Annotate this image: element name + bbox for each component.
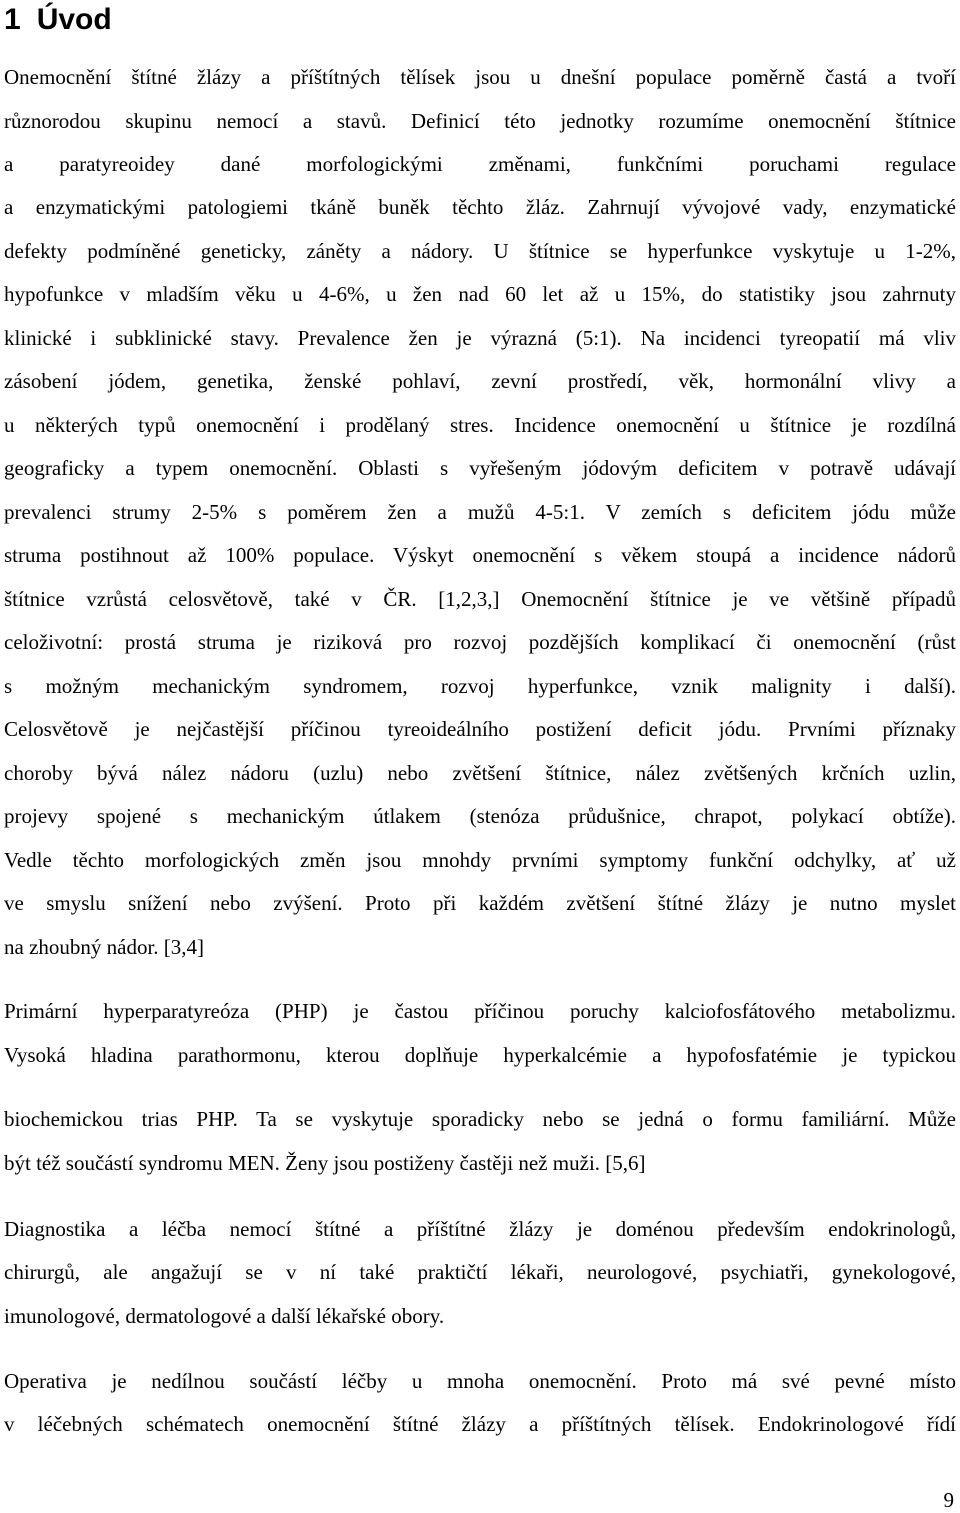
text-line: Onemocnění štítné žlázy a příštítných tělísek jsou u dnešní populace poměrně častá a tvoří bbox=[4, 65, 956, 89]
text-line: ve smyslu snížení nebo zvýšení. Proto při každém zvětšení štítné žlázy je nutno myslet bbox=[4, 891, 956, 915]
text-line: struma postihnout až 100% populace. Výskyt onemocnění s věkem stoupá a incidence nádorů bbox=[4, 543, 956, 567]
text-line: geograficky a typem onemocnění. Oblasti s vyřešeným jódovým deficitem v potravě udávají bbox=[4, 456, 956, 480]
text-line: být též součástí syndromu MEN. Ženy jsou postiženy častěji než muži. [5,6] bbox=[4, 1151, 646, 1175]
text-line: v léčebných schématech onemocnění štítné žlázy a příštítných tělísek. Endokrinologové řídí bbox=[4, 1412, 956, 1436]
text-line: s možným mechanickým syndromem, rozvoj hyperfunkce, vznik malignity i další). bbox=[4, 674, 956, 698]
text-line: choroby bývá nález nádoru (uzlu) nebo zvětšení štítnice, nález zvětšených krčních uzlin, bbox=[4, 761, 956, 785]
text-line: u některých typů onemocnění i prodělaný stres. Incidence onemocnění u štítnice je rozdílná bbox=[4, 413, 956, 437]
text-line: na zhoubný nádor. [3,4] bbox=[4, 935, 205, 959]
text-line: a enzymatickými patologiemi tkáně buněk těchto žláz. Zahrnují vývojové vady, enzymatické bbox=[4, 195, 956, 219]
text-line: Vedle těchto morfologických změn jsou mnohdy prvními symptomy funkční odchylky, ať už bbox=[4, 848, 956, 872]
text-line: projevy spojené s mechanickým útlakem (stenóza průdušnice, chrapot, polykací obtíže). bbox=[4, 804, 956, 828]
text-line: Primární hyperparatyreóza (PHP) je častou příčinou poruchy kalciofosfátového metabolizmu. bbox=[4, 999, 956, 1023]
chapter-title: Úvod bbox=[36, 3, 112, 36]
text-line: biochemickou trias PHP. Ta se vyskytuje sporadicky nebo se jedná o formu familiární. Může bbox=[4, 1107, 956, 1131]
text-line: a paratyreoidey dané morfologickými změnami, funkčními poruchami regulace bbox=[4, 152, 956, 176]
text-line: celoživotní: prostá struma je riziková pro rozvoj pozdějších komplikací či onemocnění (růst bbox=[4, 630, 956, 654]
text-line: prevalenci strumy 2-5% s poměrem žen a mužů 4-5:1. V zemích s deficitem jódu může bbox=[4, 500, 956, 524]
text-line: Operativa je nedílnou součástí léčby u mnoha onemocnění. Proto má své pevné místo bbox=[4, 1369, 956, 1393]
text-line: Celosvětově je nejčastější příčinou tyreoideálního postižení deficit jódu. Prvními příznaky bbox=[4, 717, 956, 741]
text-line: Vysoká hladina parathormonu, kterou doplňuje hyperkalcémie a hypofosfatémie je typickou bbox=[4, 1043, 956, 1067]
text-line: zásobení jódem, genetika, ženské pohlaví, zevní prostředí, věk, hormonální vlivy a bbox=[4, 369, 956, 393]
text-line: hypofunkce v mladším věku u 4-6%, u žen nad 60 let až u 15%, do statistiky jsou zahrnuty bbox=[4, 282, 956, 306]
text-line: klinické i subklinické stavy. Prevalence žen je výrazná (5:1). Na incidenci tyreopatií má vliv bbox=[4, 326, 956, 350]
text-line: Diagnostika a léčba nemocí štítné a příštítné žlázy je doménou především endokrinologů, bbox=[4, 1217, 956, 1241]
text-line: štítnice vzrůstá celosvětově, také v ČR. [1,2,3,] Onemocnění štítnice je ve většině případů bbox=[4, 587, 956, 611]
text-line: různorodou skupinu nemocí a stavů. Definicí této jednotky rozumíme onemocnění štítnice bbox=[4, 109, 956, 133]
text-line: chirurgů, ale angažují se v ní také praktičtí lékaři, neurologové, psychiatři, gynekologové, bbox=[4, 1260, 956, 1284]
chapter-number: 1 bbox=[4, 3, 21, 36]
text-line: imunologové, dermatologové a další lékařské obory. bbox=[4, 1304, 445, 1328]
chapter-heading bbox=[4, 2, 112, 38]
page-number: 9 bbox=[943, 1488, 954, 1512]
text-line: defekty podmíněné geneticky, záněty a nádory. U štítnice se hyperfunkce vyskytuje u 1-2%, bbox=[4, 239, 956, 263]
